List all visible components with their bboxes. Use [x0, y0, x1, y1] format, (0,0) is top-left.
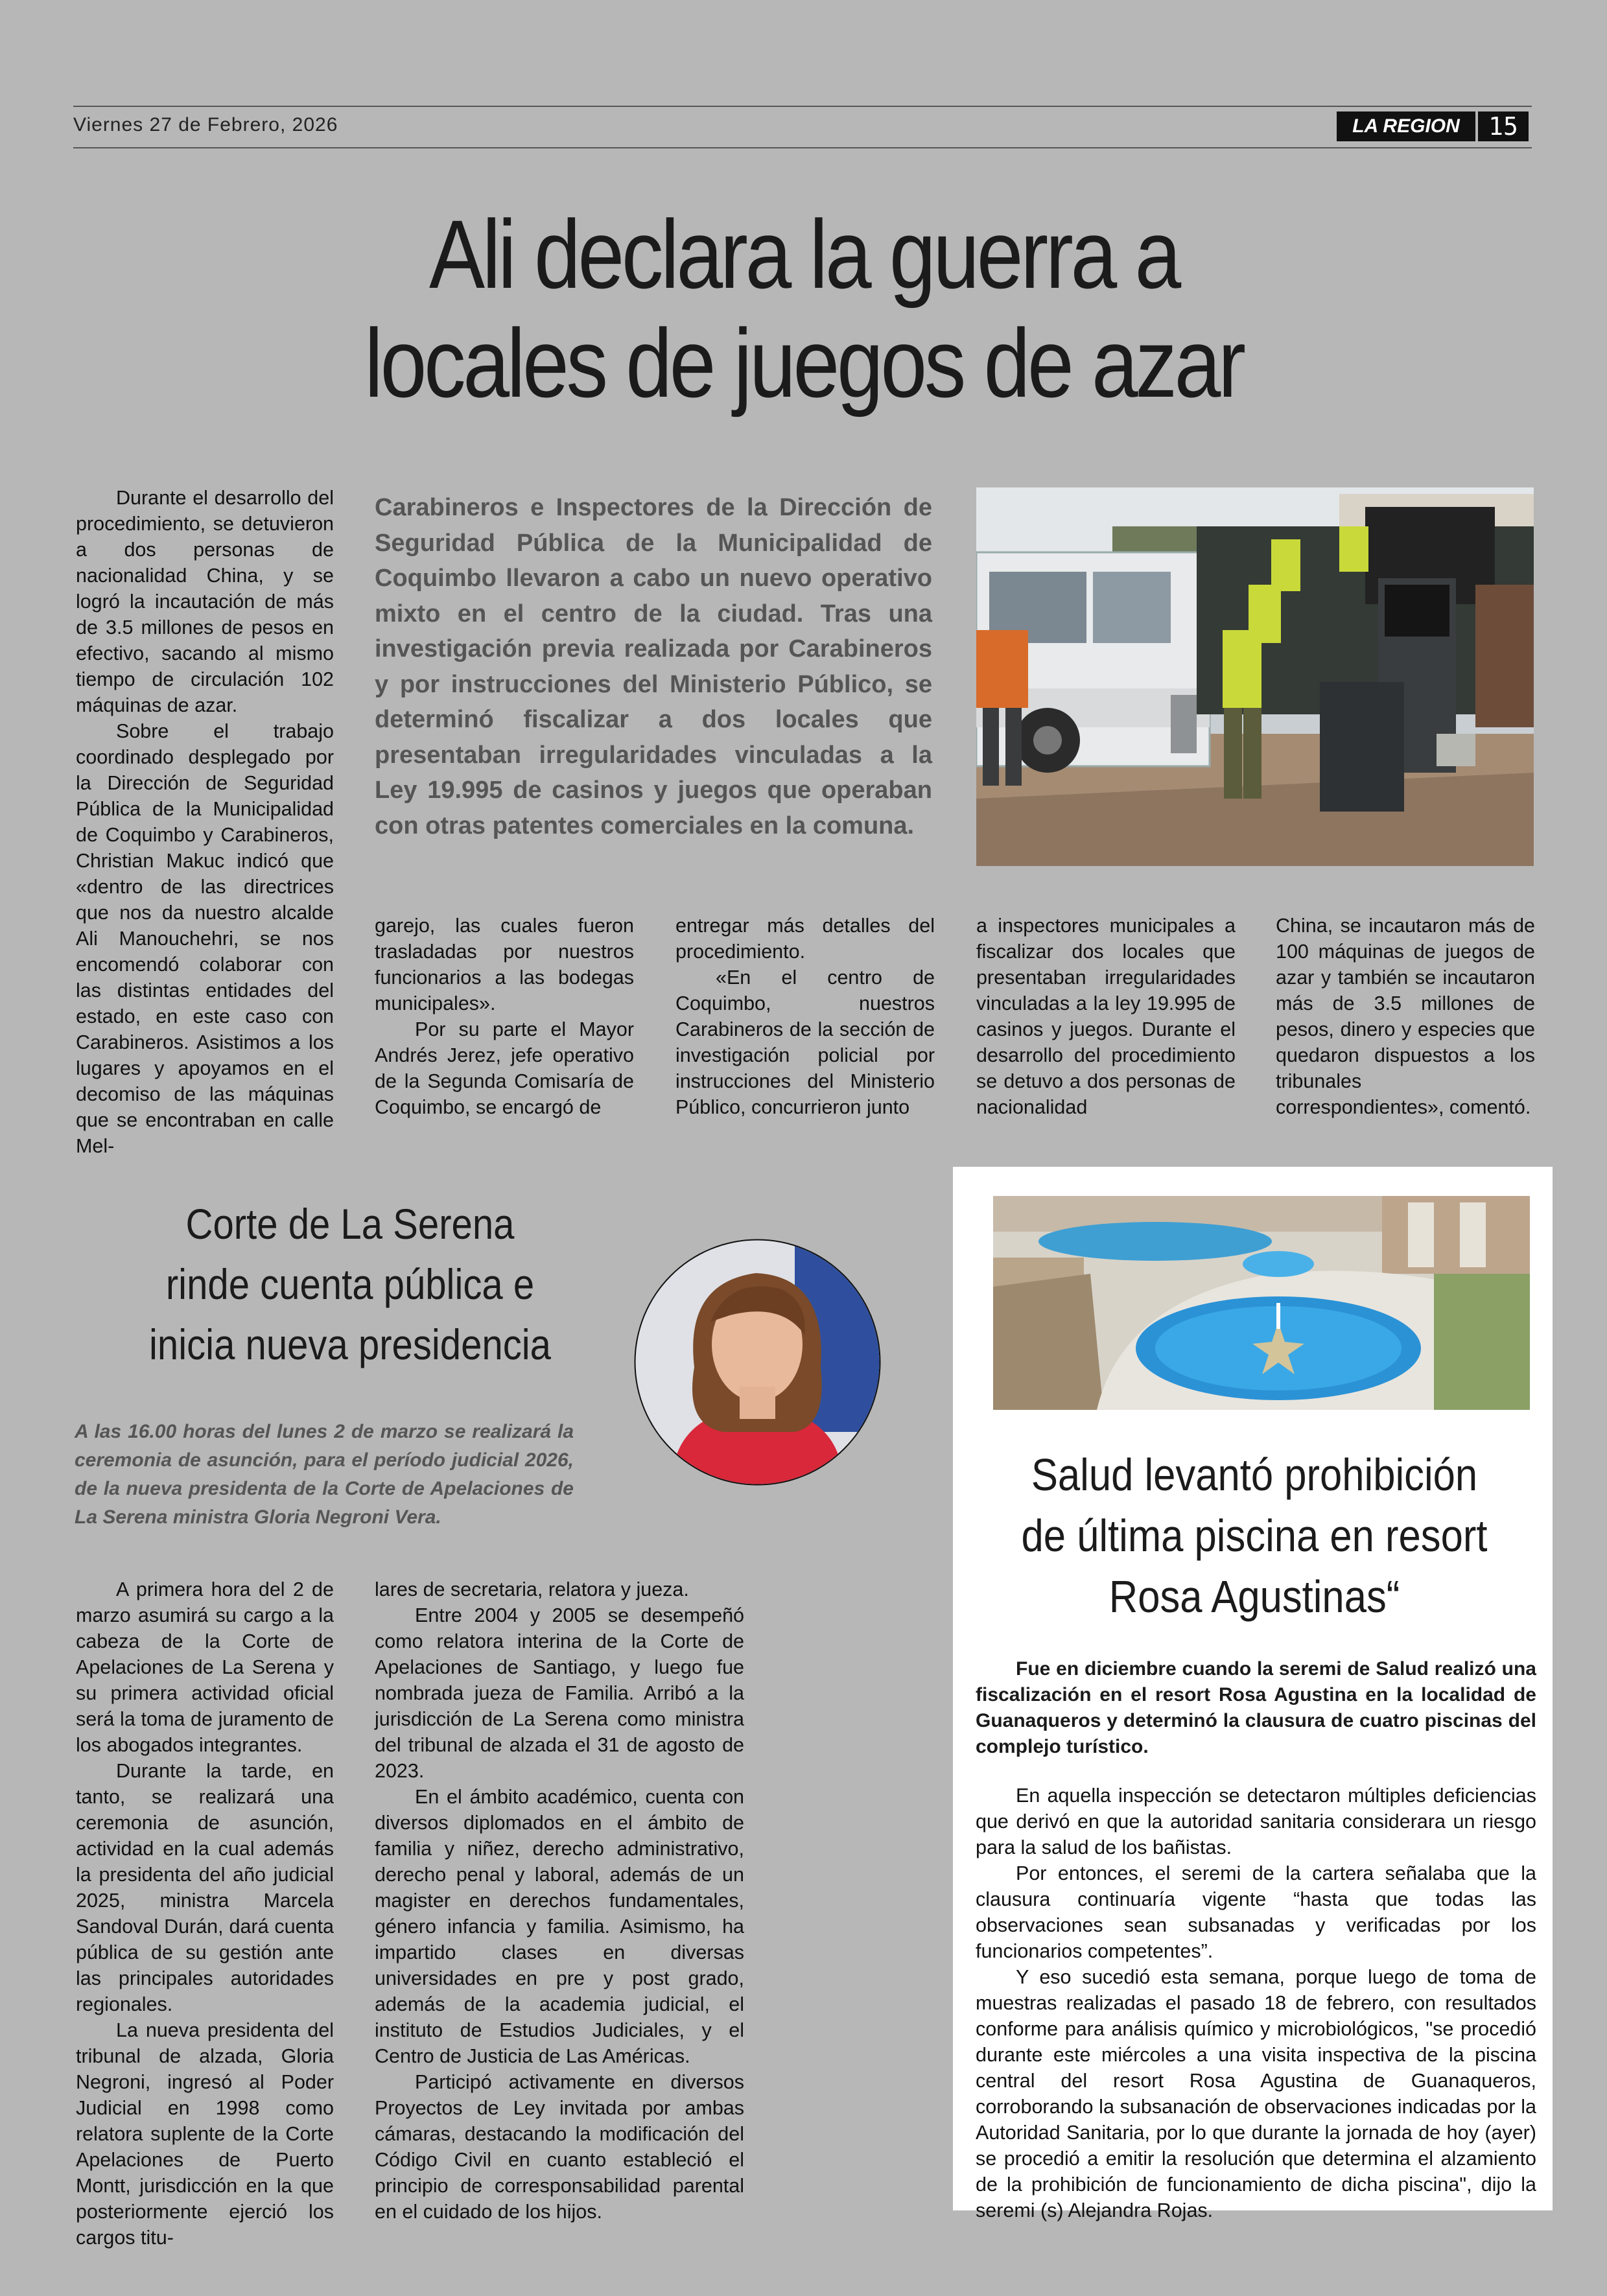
article1-photo: [976, 487, 1534, 866]
article3-paragraph: Por entonces, el seremi de la cartera señalaba que la clausura continuaría vigente “hasta que todas las observaciones sean subsanadas y verificadas por los funcionarios competentes”.: [976, 1862, 1536, 1962]
article3-headline-line1: Salud levantó prohibición: [1031, 1449, 1478, 1500]
article3-paragraph: Y eso sucedió esta semana, porque luego de toma de muestras realizadas el pasado 18 de febrero, con resultados conforme para análisis químico y microbiológicos, "se procedió durante este miércoles a una visita inspectiva de la piscina central del resort Rosa Agustina de Guanaqueros, corroborando la subsanación de observaciones indicadas por la Autoridad Sanitaria, por lo que durante la jornada de hoy (ayer) se procedió a emitir la resolución que determina el alzamiento de la prohibición de funcionamiento de dicha piscina", dijo la seremi (s) Alejandra Rojas.: [976, 1966, 1536, 2221]
header-rule-top: [73, 106, 1532, 107]
article2-col2-paragraph: Entre 2004 y 2005 se desempeñó como relatora interina de la Corte de Apelaciones de Santiago, y luego fue nombrada jueza de Familia. Arribó a la jurisdicción de La Serena como ministra del tribunal de alzada el 31 de agosto de 2023.: [375, 1604, 744, 1782]
article1-col3-paragraph: entregar más detalles del procedimiento.: [675, 915, 935, 963]
article1-lead: Carabineros e Inspectores de la Dirección de Seguridad Pública de la Municipalidad de Coquimbo llevaron a cabo un nuevo operativo mixto en el centro de la ciudad. Tras una investigación previa realizada por Carabineros y por instrucciones del Ministerio Público, se determinó fiscalizar a dos locales que presentaban irregularidades vinculadas a la Ley 19.995 de casinos y juegos que operaban con otras patentes comerciales en la comuna.: [375, 494, 932, 839]
article2-col1-paragraph: La nueva presidenta del tribunal de alzada, Gloria Negroni, ingresó al Poder Judicial en 1998 como relatora suplente de la Corte Apelaciones de Puerto Montt, jurisdicción en la que posteriormente ejerció los cargos titu-: [76, 2019, 334, 2249]
article2-column-1: [76, 1576, 334, 2251]
article1-col1-paragraph: Durante el desarrollo del procedimiento, se detuvieron a dos personas de nacionalidad China, y se logró la incautación de más de 3.5 millones de pesos en efectivo, sacando al mismo tiempo de circulación 102 máquinas de azar.: [76, 487, 334, 716]
article2-col1-paragraph: A primera hora del 2 de marzo asumirá su cargo a la cabeza de la Corte de Apelaciones de La Serena y su primera actividad oficial será la toma de juramento de los abogados integrantes.: [76, 1578, 334, 1756]
article1-col2-paragraph: garejo, las cuales fueron trasladadas por nuestros funcionarios a las bodegas municipales».: [375, 915, 634, 1014]
article3-paragraph: En aquella inspección se detectaron múltiples deficiencias que derivó en que la autoridad sanitaria considerara un riesgo para la salud de los bañistas.: [976, 1785, 1536, 1858]
newspaper-brand: LA REGION: [1337, 111, 1475, 141]
article3-body: [976, 1783, 1536, 2223]
article2-col2-paragraph: En el ámbito académico, cuenta con diversos diplomados en el ámbito de familia y niñez, derecho administrativo, derecho penal y laboral, además de un magister en derechos fundamentales, género infancia y familia. Asimismo, ha impartido clases en diversas universidades en pre y post grado, además de la academia judicial, el instituto de Estudios Judiciales, y el Centro de Justicia de Las Américas.: [375, 1786, 744, 2067]
article1-column-5: [1276, 913, 1535, 1120]
truck-operation-image: [976, 487, 1534, 866]
header-rule-bottom: [73, 147, 1532, 148]
article1-column-4: [976, 913, 1236, 1120]
article2-col1-paragraph: Durante la tarde, en tanto, se realizará una ceremonia de asunción, actividad en la cual además la presidenta del año judicial 2025, ministra Marcela Sandoval Durán, dará cuenta pública de su gestión ante las principales autoridades regionales.: [76, 1760, 334, 2015]
article2-headline-line1: Corte de La Serena: [185, 1200, 515, 1248]
portrait-image: [633, 1237, 882, 1487]
article3-headline-line3: Rosa Agustinas“: [1108, 1571, 1400, 1622]
article1-headline-line1: Ali declara la guerra a: [429, 200, 1179, 309]
article1-column-1: [76, 485, 334, 1159]
article2-lead: A las 16.00 horas del lunes 2 de marzo se realizará la ceremonia de asunción, para el período judicial 2026, de la nueva presidenta de la Corte de Apelaciones de La Serena ministra Gloria Negroni Vera.: [75, 1421, 574, 1528]
article3-headline: [1006, 1444, 1503, 1627]
article2-column-2: [375, 1576, 744, 2225]
article1-col4-paragraph: a inspectores municipales a fiscalizar dos locales que presentaban irregularidades vinculadas a la ley 19.995 de casinos y juegos. Durante el desarrollo del procedimiento se detuvo a dos personas de nacionalidad: [976, 915, 1236, 1118]
page-number: 15: [1478, 111, 1529, 141]
article1-col1-paragraph: Sobre el trabajo coordinado desplegado por la Dirección de Seguridad Pública de la Municipalidad de Coquimbo y Carabineros, Christian Makuc indicó que «dentro de las directrices que nos da nuestro alcalde Ali Manouchehri, se nos encomendó colaborar con las distintas entidades del estado, en este caso con Carabineros. Asistimos a los lugares y apoyamos en el decomiso de las máquinas que se encontraban en calle Mel-: [76, 720, 334, 1157]
article2-col2-paragraph: lares de secretaria, relatora y jueza.: [375, 1578, 689, 1600]
article1-column-2: [375, 913, 634, 1120]
article3-photo: [993, 1196, 1530, 1410]
article1-headline-line2: locales de juegos de azar: [364, 309, 1243, 417]
article3-lead: [976, 1656, 1536, 1760]
header-date: Viernes 27 de Febrero, 2026: [73, 114, 338, 135]
article3-lead-text: Fue en diciembre cuando la seremi de Salud realizó una fiscalización en el resort Rosa Agustina en la localidad de Guanaqueros y determinó la clausura de cuatro piscinas del complejo turístico.: [976, 1658, 1536, 1757]
article2-headline: [110, 1194, 589, 1375]
article2-headline-line2: rinde cuenta pública e: [165, 1260, 535, 1308]
article1-headline: [280, 200, 1328, 417]
article3-headline-line2: de última piscina en resort: [1021, 1510, 1488, 1561]
judge-portrait: [633, 1237, 882, 1487]
article1-col5-paragraph: China, se incautaron más de 100 máquinas de juegos de azar y también se incautaron más de 3.5 millones de pesos, dinero y especies que quedaron dispuestos a los tribunales correspondientes», comentó.: [1276, 915, 1535, 1118]
article2-col2-paragraph: Participó activamente en diversos Proyectos de Ley invitada por ambas cámaras, destacando la modificación del Código Civil en cuanto estableció el principio de corresponsabilidad parental en el cuidado de los hijos.: [375, 2071, 744, 2223]
article1-column-3: [675, 913, 935, 1120]
article1-col3-paragraph: «En el centro de Coquimbo, nuestros Carabineros de la sección de investigación policial por instrucciones del Ministerio Público, concurrieron junto: [675, 966, 935, 1118]
article1-col2-paragraph: Por su parte el Mayor Andrés Jerez, jefe operativo de la Segunda Comisaría de Coquimbo, se encargó de: [375, 1018, 634, 1118]
resort-pool-image: [993, 1196, 1530, 1410]
article2-headline-line3: inicia nueva presidencia: [149, 1320, 551, 1368]
